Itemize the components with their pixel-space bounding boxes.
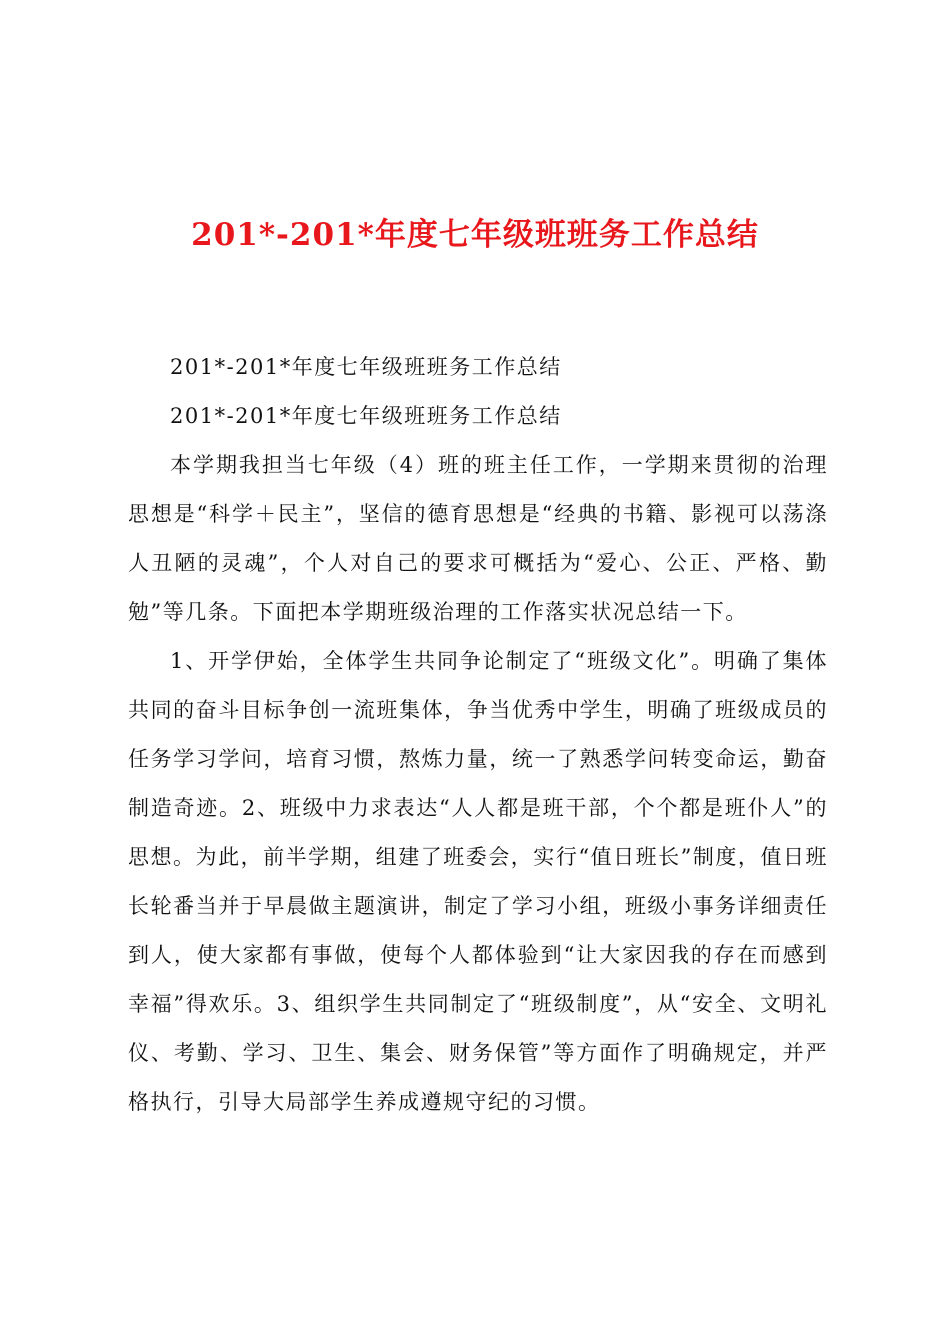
document-body xyxy=(128,343,828,1127)
paragraph-subtitle-2: 201*-201*年度七年级班班务工作总结 xyxy=(170,404,562,428)
document-title: 201*-201*年度七年级班班务工作总结 xyxy=(191,217,759,253)
paragraph-intro: 本学期我担当七年级（4）班的班主任工作，一学期来贯彻的治理思想是“科学＋民主”，坚信的德育思想是“经典的书籍、影视可以荡涤人丑陋的灵魂”，个人对自己的要求可概括为“爱心、公正、严格、勤勉”等几条。下面把本学期班级治理的工作落实状况总结一下。 xyxy=(128,453,828,624)
paragraph-subtitle-1: 201*-201*年度七年级班班务工作总结 xyxy=(170,355,562,379)
paragraph-points: 1、开学伊始，全体学生共同争论制定了“班级文化”。明确了集体共同的奋斗目标争创一流班集体，争当优秀中学生，明确了班级成员的任务学习学问，培育习惯，熬炼力量，统一了熟悉学问转变命运，勤奋制造奇迹。2、班级中力求表达“人人都是班干部，个个都是班仆人”的思想。为此，前半学期，组建了班委会，实行“值日班长”制度，值日班长轮番当并于早晨做主题演讲，制定了学习小组，班级小事务详细责任到人，使大家都有事做，使每个人都体验到“让大家因我的存在而感到幸福”得欢乐。3、组织学生共同制定了“班级制度”，从“安全、文明礼仪、考勤、学习、卫生、集会、财务保管”等方面作了明确规定，并严格执行，引导大局部学生养成遵规守纪的习惯。 xyxy=(128,649,828,1114)
